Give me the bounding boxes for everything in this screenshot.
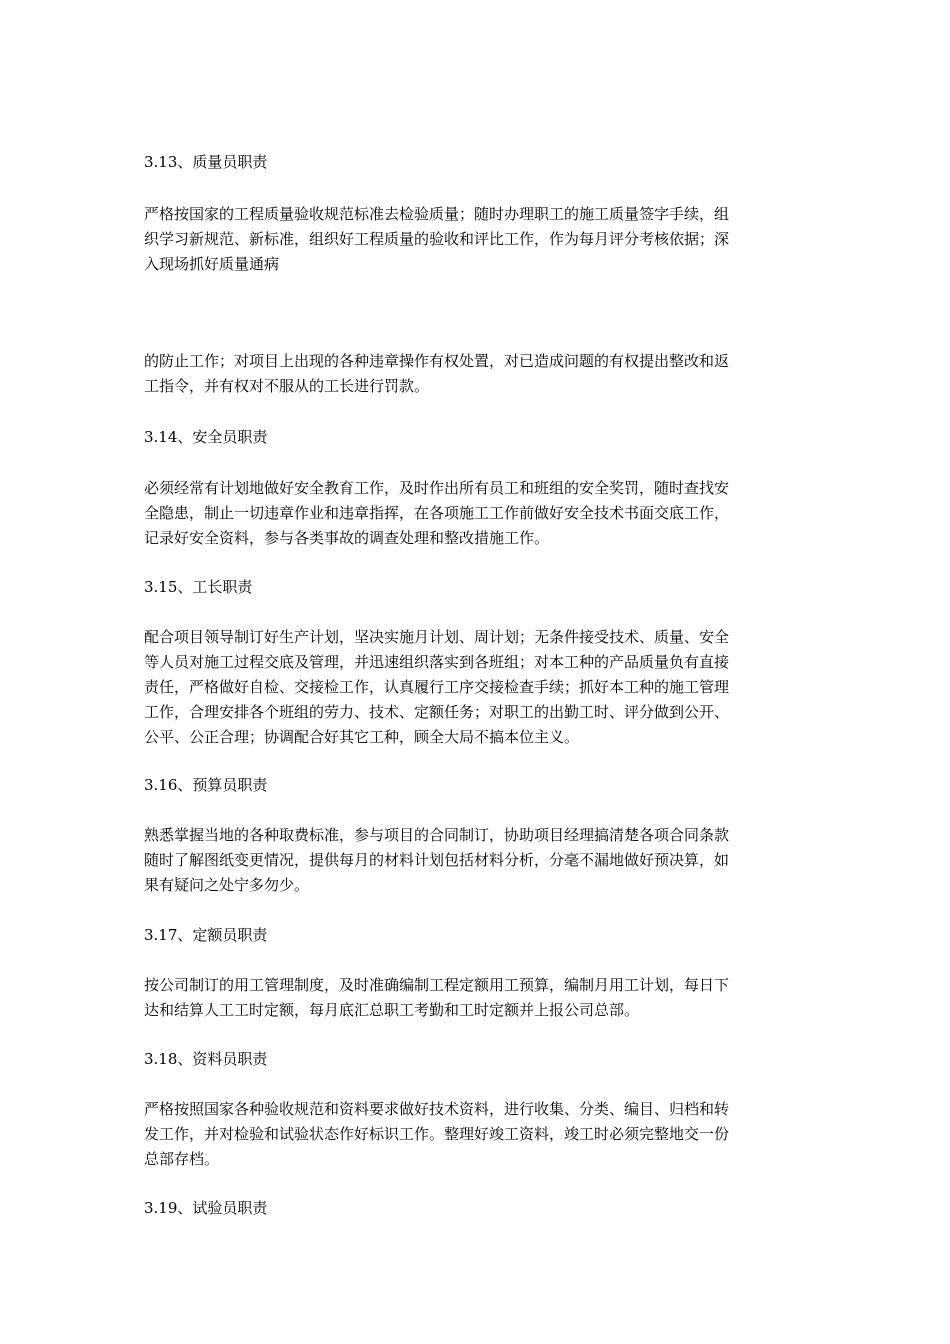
paragraph-line: 达和结算人工工时定额，每月底汇总职工考勤和工时定额并上报公司总部。 [144, 1001, 640, 1019]
paragraph-line: 公平、公正合理；协调配合好其它工种，顾全大局不搞本位主义。 [144, 728, 580, 746]
paragraph-line: 熟悉掌握当地的各种取费标准，参与项目的合同制订，协助项目经理搞清楚各项合同条款 [144, 826, 730, 844]
section-heading-3-14: 3.14、安全员职责 [144, 428, 268, 446]
paragraph-line: 责任，严格做好自检、交接检工作，认真履行工序交接检查手续；抓好本工种的施工管理 [144, 678, 730, 696]
paragraph-line: 随时了解图纸变更情况，提供每月的材料计划包括材料分析，分毫不漏地做好预决算，如 [144, 851, 730, 869]
section-heading-3-15: 3.15、工长职责 [144, 578, 253, 596]
paragraph-line: 总部存档。 [144, 1150, 220, 1168]
paragraph-line: 必须经常有计划地做好安全教育工作，及时作出所有员工和班组的安全奖罚，随时查找安 [144, 479, 730, 497]
paragraph-line: 记录好安全资料，参与各类事故的调查处理和整改措施工作。 [144, 529, 550, 547]
paragraph-line: 的防止工作；对项目上出现的各种违章操作有权处置，对已造成问题的有权提出整改和返 [144, 352, 730, 370]
paragraph-line: 按公司制订的用工管理制度，及时准确编制工程定额用工预算，编制月用工计划，每日下 [144, 976, 730, 994]
paragraph-line: 织学习新规范、新标准，组织好工程质量的验收和评比工作，作为每月评分考核依据；深 [144, 230, 730, 248]
paragraph-line: 严格按照国家各种验收规范和资料要求做好技术资料，进行收集、分类、编目、归档和转 [144, 1100, 730, 1118]
paragraph-line: 入现场抓好质量通病 [144, 255, 280, 273]
paragraph-line: 严格按国家的工程质量验收规范标准去检验质量；随时办理职工的施工质量签字手续，组 [144, 205, 730, 223]
paragraph-line: 工指令，并有权对不服从的工长进行罚款。 [144, 377, 430, 395]
paragraph-line: 全隐患，制止一切违章作业和违章指挥，在各项施工工作前做好安全技术书面交底工作， [144, 504, 730, 522]
section-heading-3-17: 3.17、定额员职责 [144, 926, 268, 944]
section-heading-3-18: 3.18、资料员职责 [144, 1050, 268, 1068]
paragraph-line: 配合项目领导制订好生产计划，坚决实施月计划、周计划；无条件接受技术、质量、安全 [144, 628, 730, 646]
section-heading-3-13: 3.13、质量员职责 [144, 153, 268, 171]
paragraph-line: 果有疑问之处宁多勿少。 [144, 876, 310, 894]
section-heading-3-19: 3.19、试验员职责 [144, 1199, 268, 1217]
paragraph-line: 发工作，并对检验和试验状态作好标识工作。整理好竣工资料，竣工时必须完整地交一份 [144, 1125, 730, 1143]
paragraph-line: 工作，合理安排各个班组的劳力、技术、定额任务；对职工的出勤工时、评分做到公开、 [144, 703, 730, 721]
section-heading-3-16: 3.16、预算员职责 [144, 776, 268, 794]
paragraph-line: 等人员对施工过程交底及管理，并迅速组织落实到各班组；对本工种的产品质量负有直接 [144, 653, 730, 671]
